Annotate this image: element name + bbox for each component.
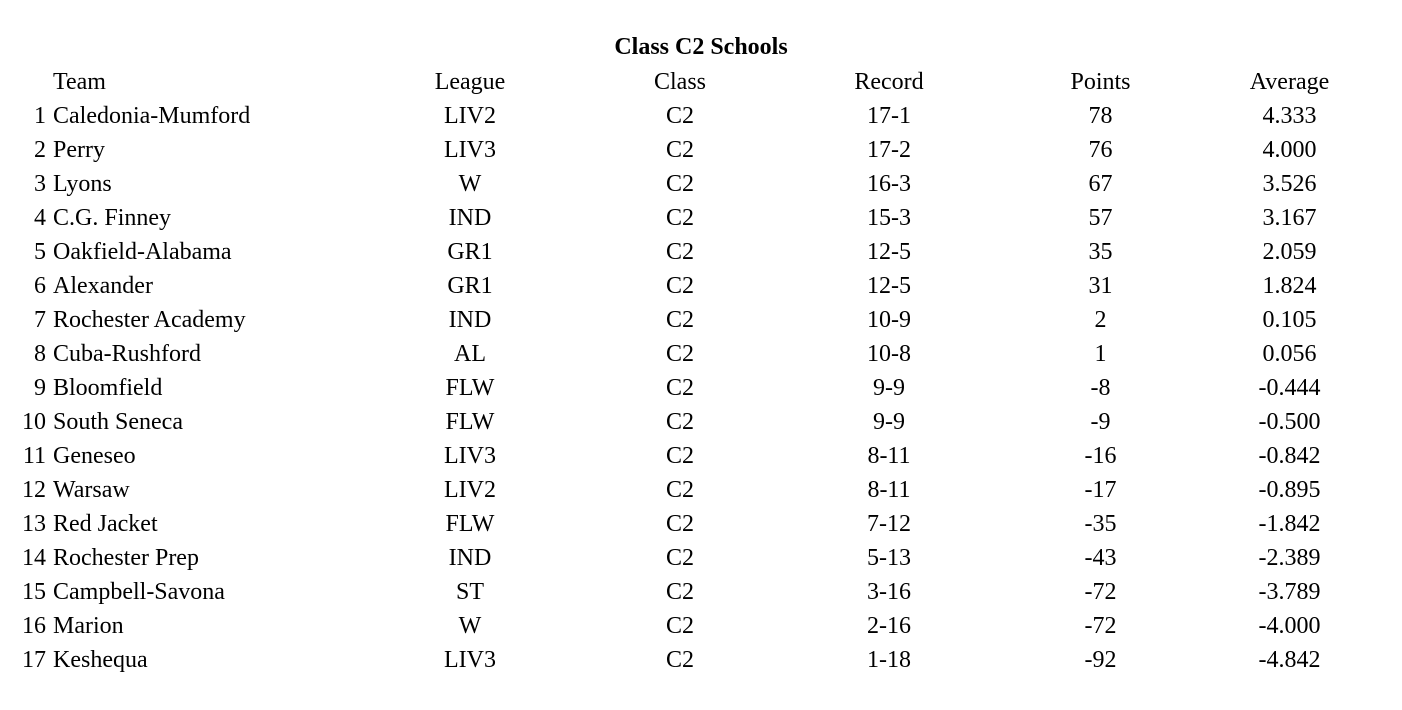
cell-record: 8-11 <box>867 477 911 503</box>
cell-team: Rochester Academy <box>53 307 246 333</box>
cell-class: C2 <box>665 341 694 367</box>
column-header-average: Average <box>1249 69 1330 95</box>
table-row <box>6 133 1356 167</box>
cell-rank: 6 <box>34 273 46 299</box>
cell-team: Geneseo <box>53 443 136 469</box>
cell-points: -92 <box>1084 647 1117 673</box>
cell-average: -0.842 <box>1258 443 1321 469</box>
cell-points: -16 <box>1084 443 1117 469</box>
cell-league: ST <box>455 579 484 605</box>
cell-rank: 7 <box>34 307 46 333</box>
cell-points: 2 <box>1094 307 1107 333</box>
cell-points: -17 <box>1084 477 1117 503</box>
cell-team: Cuba-Rushford <box>53 341 201 367</box>
cell-team: Perry <box>53 137 105 163</box>
cell-league: FLW <box>445 409 495 435</box>
cell-record: 7-12 <box>867 511 911 537</box>
cell-record: 12-5 <box>867 273 911 299</box>
table-row <box>6 541 1356 575</box>
table-row <box>6 439 1356 473</box>
cell-rank: 8 <box>34 341 46 367</box>
page-title: Class C2 Schools <box>614 34 788 60</box>
table-row <box>6 473 1356 507</box>
table-row <box>6 167 1356 201</box>
cell-points: 1 <box>1094 341 1107 367</box>
cell-team: Marion <box>53 613 124 639</box>
cell-rank: 9 <box>34 375 46 401</box>
cell-average: 3.526 <box>1262 171 1317 197</box>
cell-rank: 14 <box>22 545 46 571</box>
cell-points: 57 <box>1088 205 1113 231</box>
cell-rank: 17 <box>22 647 46 673</box>
cell-league: LIV3 <box>444 443 496 469</box>
cell-record: 12-5 <box>867 239 911 265</box>
cell-average: 4.333 <box>1262 103 1317 129</box>
cell-average: 2.059 <box>1262 239 1317 265</box>
cell-class: C2 <box>665 273 694 299</box>
cell-league: IND <box>448 545 492 571</box>
cell-class: C2 <box>665 443 694 469</box>
cell-class: C2 <box>665 205 694 231</box>
table-row <box>6 337 1356 371</box>
cell-class: C2 <box>665 409 694 435</box>
table-row <box>6 303 1356 337</box>
cell-rank: 16 <box>22 613 46 639</box>
cell-record: 2-16 <box>867 613 911 639</box>
cell-league: GR1 <box>447 239 493 265</box>
cell-rank: 4 <box>34 205 46 231</box>
cell-league: W <box>458 171 482 197</box>
cell-average: 1.824 <box>1262 273 1317 299</box>
cell-league: LIV3 <box>444 137 496 163</box>
cell-team: C.G. Finney <box>53 205 172 231</box>
cell-league: LIV3 <box>444 647 496 673</box>
cell-points: -43 <box>1084 545 1117 571</box>
column-header-rank <box>6 65 50 99</box>
cell-points: -72 <box>1084 579 1117 605</box>
cell-team: Keshequa <box>53 647 148 673</box>
cell-rank: 15 <box>22 579 46 605</box>
cell-record: 17-2 <box>867 137 911 163</box>
cell-league: LIV2 <box>444 477 496 503</box>
cell-league: W <box>458 613 482 639</box>
header-row <box>6 65 1356 99</box>
cell-team: Rochester Prep <box>53 545 199 571</box>
cell-league: FLW <box>445 511 495 537</box>
column-header-league: League <box>434 69 506 95</box>
cell-rank: 11 <box>22 443 46 469</box>
cell-league: FLW <box>445 375 495 401</box>
cell-class: C2 <box>665 307 694 333</box>
cell-rank: 3 <box>34 171 46 197</box>
table-row <box>6 405 1356 439</box>
cell-class: C2 <box>665 239 694 265</box>
table-row <box>6 575 1356 609</box>
cell-rank: 13 <box>22 511 46 537</box>
cell-league: AL <box>454 341 486 367</box>
cell-record: 3-16 <box>867 579 911 605</box>
cell-team: Caledonia-Mumford <box>53 103 251 129</box>
cell-class: C2 <box>665 511 694 537</box>
cell-class: C2 <box>665 579 694 605</box>
cell-team: Alexander <box>53 273 153 299</box>
cell-record: 15-3 <box>867 205 911 231</box>
cell-points: 31 <box>1088 273 1113 299</box>
cell-class: C2 <box>665 477 694 503</box>
cell-points: -35 <box>1084 511 1117 537</box>
table-row <box>6 235 1356 269</box>
cell-points: 76 <box>1088 137 1113 163</box>
cell-record: 10-9 <box>867 307 911 333</box>
cell-team: Red Jacket <box>53 511 158 537</box>
cell-average: -1.842 <box>1258 511 1321 537</box>
cell-average: 0.056 <box>1262 341 1317 367</box>
table-row <box>6 99 1356 133</box>
cell-points: -72 <box>1084 613 1117 639</box>
cell-average: -0.895 <box>1258 477 1321 503</box>
cell-team: Lyons <box>53 171 112 197</box>
cell-team: Bloomfield <box>53 375 163 401</box>
cell-record: 16-3 <box>867 171 911 197</box>
cell-points: 35 <box>1088 239 1113 265</box>
cell-class: C2 <box>665 137 694 163</box>
cell-points: 78 <box>1088 103 1113 129</box>
cell-record: 17-1 <box>867 103 911 129</box>
column-header-class: Class <box>653 69 706 95</box>
cell-average: 3.167 <box>1262 205 1317 231</box>
table-row <box>6 609 1356 643</box>
cell-team: South Seneca <box>53 409 183 435</box>
cell-class: C2 <box>665 613 694 639</box>
cell-league: IND <box>448 307 492 333</box>
column-header-record: Record <box>854 69 924 95</box>
cell-record: 5-13 <box>867 545 911 571</box>
cell-team: Warsaw <box>53 477 130 503</box>
cell-team: Campbell-Savona <box>53 579 225 605</box>
table-row <box>6 507 1356 541</box>
cell-rank: 12 <box>22 477 46 503</box>
cell-points: -9 <box>1090 409 1111 435</box>
cell-average: -0.444 <box>1258 375 1321 401</box>
cell-class: C2 <box>665 103 694 129</box>
cell-league: IND <box>448 205 492 231</box>
cell-rank: 5 <box>34 239 46 265</box>
cell-team: Oakfield-Alabama <box>53 239 232 265</box>
cell-class: C2 <box>665 375 694 401</box>
cell-record: 8-11 <box>867 443 911 469</box>
table-row <box>6 643 1356 677</box>
cell-record: 9-9 <box>873 375 905 401</box>
cell-rank: 10 <box>22 409 46 435</box>
cell-average: -4.842 <box>1258 647 1321 673</box>
cell-record: 1-18 <box>867 647 911 673</box>
cell-average: -0.500 <box>1258 409 1321 435</box>
cell-average: 0.105 <box>1262 307 1317 333</box>
cell-class: C2 <box>665 171 694 197</box>
cell-class: C2 <box>665 545 694 571</box>
cell-class: C2 <box>665 647 694 673</box>
table-body <box>6 99 1356 677</box>
cell-record: 9-9 <box>873 409 905 435</box>
cell-rank: 1 <box>34 103 46 129</box>
cell-average: -2.389 <box>1258 545 1321 571</box>
cell-points: 67 <box>1088 171 1113 197</box>
cell-record: 10-8 <box>867 341 911 367</box>
column-header-points: Points <box>1070 69 1131 95</box>
cell-average: 4.000 <box>1262 137 1317 163</box>
standings-table <box>6 65 1356 677</box>
cell-average: -4.000 <box>1258 613 1321 639</box>
cell-league: LIV2 <box>444 103 496 129</box>
table-row <box>6 269 1356 303</box>
cell-average: -3.789 <box>1258 579 1321 605</box>
cell-points: -8 <box>1090 375 1111 401</box>
cell-rank: 2 <box>34 137 46 163</box>
cell-league: GR1 <box>447 273 493 299</box>
table-row <box>6 201 1356 235</box>
table-row <box>6 371 1356 405</box>
column-header-team: Team <box>53 69 106 95</box>
